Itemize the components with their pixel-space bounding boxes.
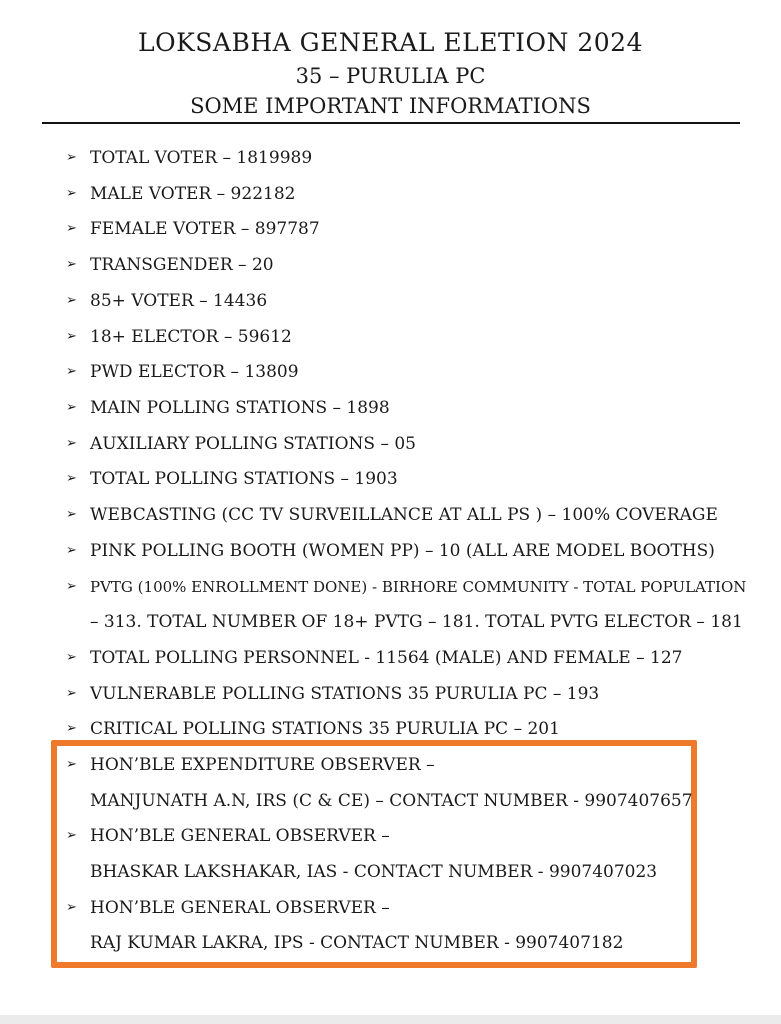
- arrowhead-bullet-icon: ➢: [66, 257, 77, 272]
- arrowhead-bullet-icon: ➢: [66, 828, 77, 843]
- arrowhead-bullet-icon: ➢: [66, 221, 77, 236]
- section-heading: SOME IMPORTANT INFORMATIONS: [190, 94, 591, 118]
- arrowhead-bullet-icon: ➢: [66, 650, 77, 665]
- document-page: LOKSABHA GENERAL ELETION 2024 35 – PURULIA PC SOME IMPORTANT INFORMATIONS ➢ TOTAL VOTER – 1819989 ➢ MALE VOTER – 922182 ➢ FEMALE VOTER – 897787 ➢ TRANSGENDER – 20 ➢ 85+ VOTER – 14436 ➢ 18+ ELECTOR – 59612 ➢ PWD ELECTOR – 13809 ➢ MAIN POLLING STATIONS – 1898 ➢ AUXILIARY POLLING STATIONS – 05 ➢ TOTAL POLLING STATIONS – 1903 ➢ WEBCASTING (CC TV SURVEILLANCE AT ALL PS ) – 100% COVERAGE ➢ PINK POLLING BOOTH (WOMEN PP) – 10 (ALL ARE MODEL BOOTHS) ➢ PVTG (100% ENROLLMENT DONE) - BIRHORE COMMUNITY - TOTAL POPULATION – 313. TOTAL NUMBER OF 18+ PVTG – 181. TOTAL PVTG ELECTOR – 181 ➢ TOTAL POLLING PERSONNEL - 11564 (MALE) AND FEMALE – 127 ➢ VULNERABLE POLLING STATIONS 35 PURULIA PC – 193 ➢ CRITICAL POLLING STATIONS 35 PURULIA PC – 201 ➢ HON’BLE EXPENDITURE OBSERVER – MANJUNATH A.N, IRS (C & CE) – CONTACT NUMBER - 9907407657 ➢ HON’BLE GENERAL OBSERVER – BHASKAR LAKSHAKAR, IAS - CONTACT NUMBER - 9907407023 ➢ HON’BLE GENERAL OBSERVER – RAJ KUMAR LAKRA, IPS - CONTACT NUMBER - 9907407182: [0, 0, 781, 1015]
- arrowhead-bullet-icon: ➢: [66, 186, 77, 201]
- page-bottom-band: [0, 1015, 781, 1024]
- observer-contact: RAJ KUMAR LAKRA, IPS - CONTACT NUMBER - 9907407182: [90, 933, 624, 953]
- observer-contact: MANJUNATH A.N, IRS (C & CE) – CONTACT NUMBER - 9907407657: [90, 791, 693, 811]
- arrowhead-bullet-icon: ➢: [66, 400, 77, 415]
- constituency-subtitle: 35 – PURULIA PC: [295, 64, 486, 88]
- arrowhead-bullet-icon: ➢: [66, 579, 77, 594]
- arrowhead-bullet-icon: ➢: [66, 543, 77, 558]
- arrowhead-bullet-icon: ➢: [66, 757, 77, 772]
- arrowhead-bullet-icon: ➢: [66, 436, 77, 451]
- document-title: LOKSABHA GENERAL ELETION 2024: [138, 28, 643, 57]
- arrowhead-bullet-icon: ➢: [66, 150, 77, 165]
- arrowhead-bullet-icon: ➢: [66, 721, 77, 736]
- arrowhead-bullet-icon: ➢: [66, 364, 77, 379]
- arrowhead-bullet-icon: ➢: [66, 329, 77, 344]
- arrowhead-bullet-icon: ➢: [66, 686, 77, 701]
- arrowhead-bullet-icon: ➢: [66, 293, 77, 308]
- arrowhead-bullet-icon: ➢: [66, 471, 77, 486]
- list-item-continuation: – 313. TOTAL NUMBER OF 18+ PVTG – 181. TOTAL PVTG ELECTOR – 181: [90, 612, 743, 632]
- header-divider: [42, 122, 740, 124]
- arrowhead-bullet-icon: ➢: [66, 507, 77, 522]
- arrowhead-bullet-icon: ➢: [66, 900, 77, 915]
- observer-contact: BHASKAR LAKSHAKAR, IAS - CONTACT NUMBER - 9907407023: [90, 862, 658, 882]
